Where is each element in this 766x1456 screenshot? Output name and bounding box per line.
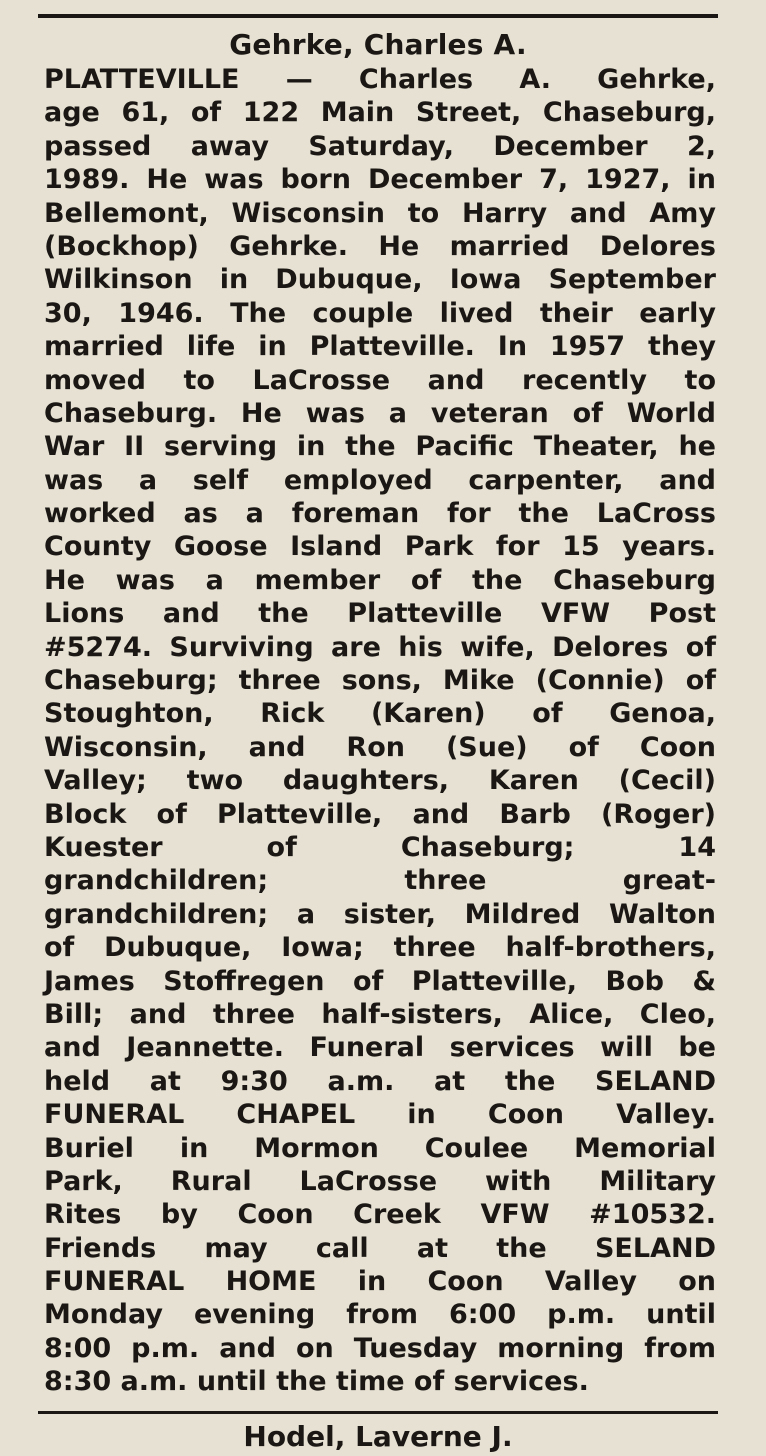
obituary-line: James Stoffregen of Platteville, Bob &	[44, 965, 716, 997]
obituary-line: Buriel in Mormon Coulee Memorial	[44, 1132, 716, 1164]
obituary-line: moved to LaCrosse and recently to	[44, 364, 716, 396]
obituary-line: Valley; two daughters, Karen (Cecil)	[44, 765, 716, 797]
obituary-line: worked as a foreman for the LaCross	[44, 498, 716, 530]
obituary-line: (Bockhop) Gehrke. He married Delores	[44, 230, 716, 262]
obituary-line: 8:30 a.m. until the time of services.	[44, 1366, 589, 1398]
obituary-line: Block of Platteville, and Barb (Roger)	[44, 798, 716, 830]
obituary-line: Bellemont, Wisconsin to Harry and Amy	[44, 197, 716, 229]
obituary-line: and Jeannette. Funeral services will be	[44, 1032, 716, 1064]
obituary-line: PLATTEVILLE — Charles A. Gehrke,	[44, 64, 716, 95]
next-obituary-headline-cropped	[38, 1418, 718, 1453]
obituary-line: age 61, of 122 Main Street, Chaseburg,	[44, 97, 716, 129]
obituary-line: passed away Saturday, December 2,	[44, 130, 716, 162]
obituary-line: married life in Platteville. In 1957 they	[44, 331, 716, 363]
obituary-line: Lions and the Platteville VFW Post	[44, 598, 716, 630]
obituary-line: War II serving in the Pacific Theater, he	[44, 431, 716, 463]
obituary-line: Stoughton, Rick (Karen) of Genoa,	[44, 698, 716, 730]
top-rule	[38, 14, 718, 18]
obituary-line: Wisconsin, and Ron (Sue) of Coon	[44, 731, 716, 763]
obituary-line: FUNERAL HOME in Coon Valley on	[44, 1266, 716, 1298]
obituary-line: Wilkinson in Dubuque, Iowa September	[44, 264, 716, 296]
obituary-line: He was a member of the Chaseburg	[44, 564, 716, 596]
obituary-line: held at 9:30 a.m. at the SELAND	[44, 1065, 716, 1097]
obituary-line: Rites by Coon Creek VFW #10532.	[44, 1199, 716, 1231]
obituary-line: Friends may call at the SELAND	[44, 1232, 716, 1264]
obituary-line: #5274. Surviving are his wife, Delores of	[44, 631, 716, 663]
obituary-line: Bill; and three half-sisters, Alice, Cleo,	[44, 998, 716, 1030]
obituary-line: of Dubuque, Iowa; three half-brothers,	[44, 932, 716, 964]
obituary-line: was a self employed carpenter, and	[44, 464, 716, 496]
obituary-line: Kuester of Chaseburg; 14	[44, 831, 716, 863]
obituary-line: grandchildren; three great-	[44, 865, 716, 897]
obituary-line: Monday evening from 6:00 p.m. until	[44, 1299, 716, 1331]
obituary-line: 1989. He was born December 7, 1927, in	[44, 164, 716, 196]
bottom-rule	[38, 1411, 718, 1414]
obituary-line: 30, 1946. The couple lived their early	[44, 297, 716, 329]
obituary-line: FUNERAL CHAPEL in Coon Valley.	[44, 1099, 716, 1131]
obituary-line: Chaseburg; three sons, Mike (Connie) of	[44, 665, 716, 697]
obituary-line: County Goose Island Park for 15 years.	[44, 531, 716, 563]
next-obituary-headline: Hodel, Laverne J.	[243, 1420, 513, 1453]
obituary-headline: Gehrke, Charles A.	[229, 28, 527, 61]
obituary-line: 8:00 p.m. and on Tuesday morning from	[44, 1332, 716, 1364]
obituary-line: grandchildren; a sister, Mildred Walton	[44, 898, 716, 930]
obituary-line: Chaseburg. He was a veteran of World	[44, 397, 716, 429]
obituary-body	[44, 63, 716, 1399]
obituary-line: Park, Rural LaCrosse with Military	[44, 1165, 716, 1197]
